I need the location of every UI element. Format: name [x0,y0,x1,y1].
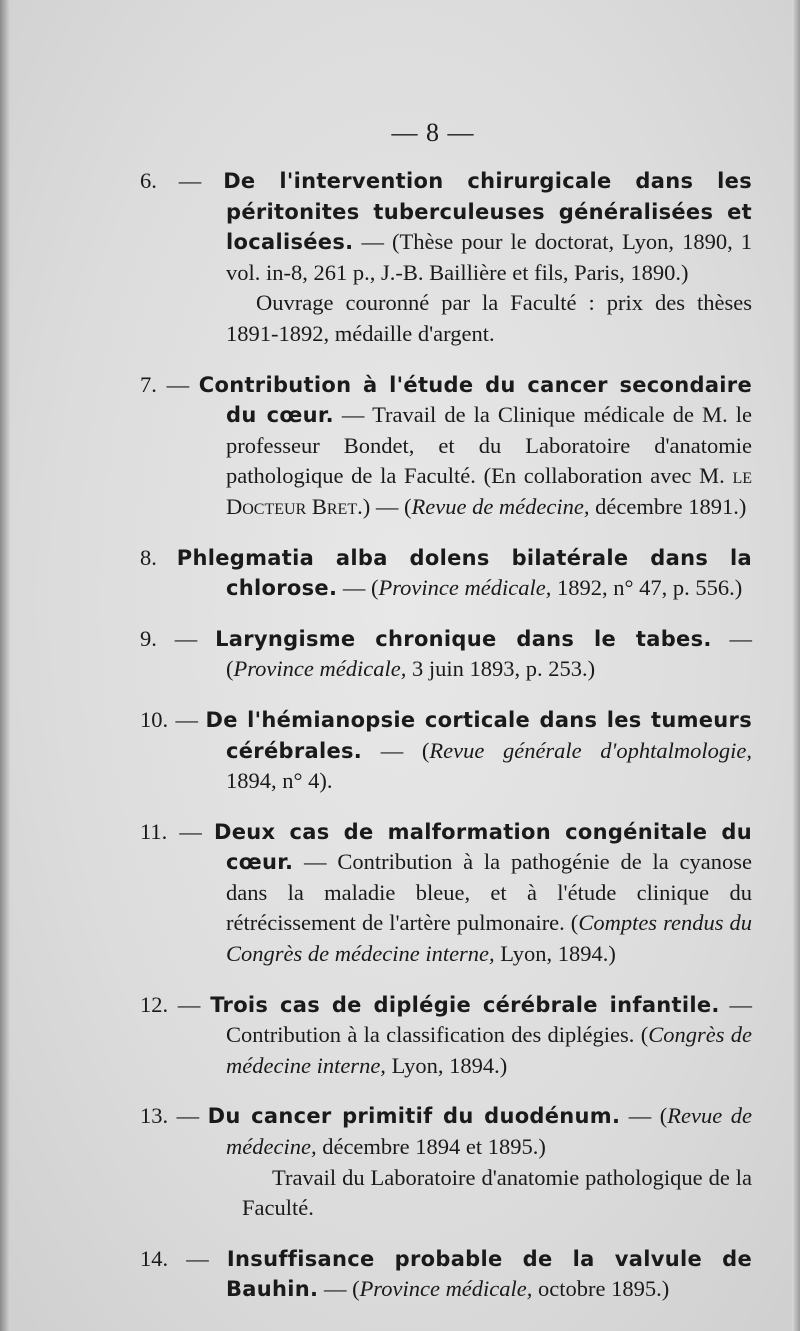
entry-title: Laryngisme chronique dans le tabes. [215,626,712,651]
entry-journal: Revue de médecine, [411,493,590,519]
entry-note: Travail du Laboratoire d'anatomie pathologique de la Faculté. [242,1164,752,1221]
entry-title: Contribution à l'étude du cancer secondaire du cœur. [198,372,753,428]
bibliography-list [140,166,752,1325]
entry-journal: Province médicale, [359,1276,533,1302]
entry-text: — Contribution à la classification des diplégies. ( [226,991,753,1048]
entry-coauthor: le Docteur Bret. [226,463,752,519]
entry-journal: Comptes rendus du Congrès de médecine interne, [226,910,752,967]
entry-journal: Revue de médecine, [226,1103,753,1160]
entry-journal: Province médicale, [378,575,552,601]
entry-6: 6. — De l'intervention chirurgicale dans les péritonites tuberculeuses généralisées et localisées. — (Thèse pour le doctorat, Lyon, 1890, 1 vol. in-8, 261 p., J.-B. Baillière et fils, Paris, 1890.) Ouvrage couronné par la Faculté : prix des thèses 1891-1892, médaille d'argent. [140,166,752,350]
entry-number: 6. [140,168,157,193]
entry-number: 13. [140,1103,169,1129]
entry-title: Deux cas de malformation congénitale du cœur. [214,819,753,875]
entry-journal: Congrès de médecine interne, [226,1022,752,1078]
entry-title: De l'intervention chirurgicale dans les péritonites tuberculeuses généralisées et localisées. [223,169,753,255]
entry-title: Insuffisance probable de la valvule de Bauhin. [226,1246,753,1302]
entry-14: 14. — Insuffisance probable de la valvule de Bauhin. — (Province médicale, octobre 1895.) [140,1245,753,1302]
page-edge-left [0,0,10,1331]
entry-13: 13. — Du cancer primitif du duodénum. — (Revue de médecine, décembre 1894 et 1895.) Travail du Laboratoire d'anatomie pathologique de la Faculté. [140,1101,752,1223]
entry-title: Du cancer primitif du duodénum. [207,1104,621,1129]
entry-title: Trois cas de diplégie cérébrale infantile. [210,992,720,1017]
entry-journal: Province médicale, [233,656,407,682]
entry-text: — Travail de la Clinique médicale de M. le professeur Bondet, et du Laboratoire d'anatomie pathologique de la Faculté. (En collaboration avec M. [226,402,752,489]
entry-9: 9. — Laryngisme chronique dans le tabes. — (Province médicale, 3 juin 1893, p. 253.) [140,625,753,682]
page-edge-right [792,0,800,1331]
entry-number: 7. [140,371,157,397]
entry-number: 10. [140,706,169,732]
entry-12: 12. — Trois cas de diplégie cérébrale infantile. — Contribution à la classification des diplégies. (Congrès de médecine interne, Lyon, 1894.) [140,991,753,1078]
entry-title: De l'hémianopsie corticale dans les tumeurs cérébrales. [205,707,753,763]
entry-text: — (Thèse pour le doctorat, Lyon, 1890, 1 vol. in-8, 261 p., J.-B. Baillière et fils, Paris, 1890.) [226,229,752,285]
entry-number: 12. [140,991,169,1017]
page-number: — 8 — [391,118,475,147]
entry-8: 8. Phlegmatia alba dolens bilatérale dans la chlorose. — (Province médicale, 1892, n° 47, p. 556.) [140,544,752,601]
entry-number: 9. [140,625,157,651]
entry-10: 10. — De l'hémianopsie corticale dans les tumeurs cérébrales. — (Revue générale d'ophtalmologie, 1894, n° 4). [140,706,753,794]
entry-11: 11. — Deux cas de malformation congénitale du cœur. — Contribution à la pathogénie de la cyanose dans la maladie bleue, et à l'étude clinique du rétrécissement de l'artère pulmonaire. (Comptes rendus du Congrès de médecine interne, Lyon, 1894.) [140,818,753,967]
entry-text: — Contribution à la pathogénie de la cyanose dans la maladie bleue, et à l'étude clinique du rétrécissement de l'artère pulmonaire. ( [226,849,752,936]
entry-number: 8. [140,544,157,570]
entry-number: 11. [140,818,168,844]
entry-number: 14. [140,1245,169,1271]
entry-note: Ouvrage couronné par la Faculté : prix des thèses 1891-1892, médaille d'argent. [226,290,752,346]
entry-7: 7. — Contribution à l'étude du cancer secondaire du cœur. — Travail de la Clinique médicale de M. le professeur Bondet, et du Laboratoire d'anatomie pathologique de la Faculté. (En collaboration avec M. le Docteur Bret.) — (Revue de médecine, décembre 1891.) [140,371,753,519]
entry-journal: Revue générale d'ophtalmologie, [429,737,752,763]
entry-title: Phlegmatia alba dolens bilatérale dans la chlorose. [176,545,752,601]
